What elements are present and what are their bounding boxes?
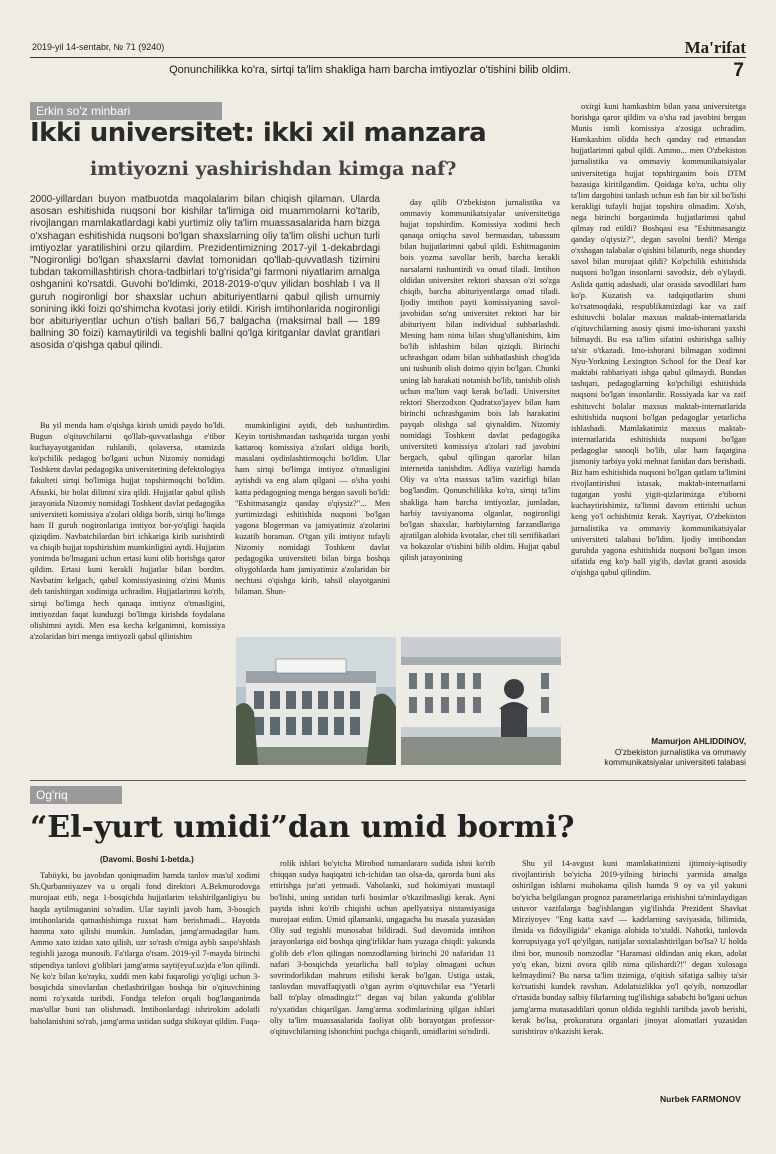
article1-headline: Ikki universitet: ikki xil manzara	[30, 118, 487, 148]
issue-date: 2019-yil 14-sentabr, № 71 (9240)	[32, 42, 165, 52]
section-divider	[30, 780, 746, 781]
page-quote: Qonunchilikka ko'ra, sirtqi ta'lim shakliga ham barcha imtiyozlar o'tishini bilib oldim.	[169, 64, 571, 76]
article1-rubric: Erkin so'z minbari	[30, 102, 222, 120]
page-number: 7	[733, 60, 744, 81]
article2-column-2: rolik ishlari bo'yicha Mirobod tumanlararo sudida ishni ko'rib chiqqan sudya haqiqatni ich-ichidan tan olsa-da, qarorda buni aks ettirishga jur'ati yetmadi. Vaholanki, sud hokimiyati mustaqil bo'lishi, uning ustidan turli bosimlar o'tkazilmasligi kerak. Ayni paytda ishni ko'rib chiqishi uchun apellyatsiya nistansiyasiga murojaat etdim. Umid qilamanki, ungagacha bu masala yuzasidan Oliy sud tegishli munosabat bildiradi. Sud davomida imtihon jarayonlariga oid boshqa qing'irliklar ham yuzaga chiqdi: yakunda g'olib deb e'lon qilingan nomzodlarning birinchi 20 nafaridan 11 nafari 3-bosqichda yetarlicha ball to'play olmagani uchun sovrindorlikdan mahrum etilishi kerak bo'lgan. Ustiga ustak, tanlovdan muvaffaqiyatli o'tgan ayrim o'qituvchilar esa "Yetarli ball to'play olmadingiz!" degan vaj bilan yakunda g'oliblar ro'yxatidan chiqarilgan. Jamg'arma xodimlarining qilgan ishlari oliy ta'lim muassasalarida faoliyat olib borayotgan professor-o'qituvchilarning ishonchini puchga chiqardi, umidlarini so'ndirdi.	[270, 859, 495, 1037]
article2-column-1: Tabiiyki, bu javobdan qoniqmadim hamda tanlov mas'ul xodimi Sh.Qurbanniyazev va u orqali fond direktori A.Bekmurodovga murojaat etib, nega 1-bosqichda hujjatlarim tekshirilganligiyu bu haqda aytilmaganini so'radim. Ular tayinli javob ham, 3-bosqich imtihonlarida qatnashishimga ruxsat ham berishmadi... Hayotda hamma xato qilishi mumkin. Jumladan, jamg'armadagilar ham. Ammo xato izidan xato qilish, uzr so'rash o'rniga ayblı saspo'shlash tegishli jazoga munosib. Fa'tlarga o'tsam. 2019-yil 7-mayda birinchi stipendiya tanlovi g'oliblari jamg'arma sayti(eyuf.uz)da e'lon qilindi. Ne ko'z bilan ko'raykı, xuddi men kabi fuqaroligi yo'qligi uchun 3-bosqichda sinovlardan chetlashtirilgan boshqa bir o'qituvchining nomi ro'yxatda turibdi. Fondga telefon orqali bog'langanimda mas'ullar buni tan olishmadi. Imtihonlardagi ishrirokim adolatli baholanishini so'rab, jamg'arma ustidan sudga shikoyat qildim. Fuqa-	[30, 871, 260, 1026]
article1-column-4: oxirgi kuni hamkasbim bilan yana universitetga borishga qaror qildim va o'sha rad javobini bergan Munis ismli komissiya a'zosiga uchradim. Hamkasbim olidda hech qanday rad etmasdan hujjatlarimni qabul qildi. Ammo... men O'zbekiston jurnalistika va ommaviy kommunikatsiyalar universitetiga hujjat topshirganim bois DTM bazasiga kiritilgandim. Qoidaga ko'ra, uchta oliy ta'lim dargohini tanlash uchun esh fan bir xil bo'lishi kerakligi tufayli hujjat topshira olmadim. Xo'sh, nega birinchi borganimda hujjatlarimni qabul qilmay rad etildi? Boshqasi esa "Eshitmasangiz qanday o'qiysiz?", degan savolni berdi? Menga o'xshagan talabalar o'qishini bilaturib, nega shunday savol bilan murojaat qildi? Ko'pchilik eshitishida nuqsoni bo'lgan insonlarni savodsiz, deb o'ylaydi. Aslida qattiq adashadi, ular orasida savodlilari ham ko'p. Kuzatish va tadqiqotlarim shuni ko'rsatmoqdaki, respublikamizdagi kar va zaif eshituvchi bolalar maxsus maktab-internatlarida o'qituvchilarning asosiy qismi imo-ishorani yaxshi bilmaydi. Bu esa ta'lim sifatini oshirishga salbiy ta'sir o'tkazadi. Imo-ishorani bilmagan xodimni Nyu-Yorkning Lexington School for the Deaf kar maktabi rahbariyati ishga qabul qilmaydi. Bundan tashqari, pedagoglarning ko'pchiligi eshitishida nuqsoni bo'lgan insonlardir. Rossiyada kar va zaif eshituvchi bolalar maxsus maktab-internatlarida eshitishida nuqsoni bo'lgan pedagoglar yetarlicha ishlashadi. Mamlakatimiz maxsus maktab-internatlarida eshitishida nuqsoni bo'lgan pedagoglar sanoqli bo'lib, ular ham faqatgina jismoniy tarbiya yoki mehnat fanidan dars berishadi. Biz ham eshitishida nuqsoni bo'lgan qatlam ta'limini rivojlantirishni istasak, maktab-internatlarni tugatgan yoshi yigit-qizlarimizga e'tiborni kuchaytirishimiz, ta'limni davom ettirishi uchun keng yo'l ochishimiz kerak. Xayriyat, O'zbekiston jurnalistika va ommaviy kommunikatsiyalar universiteti talabasi bo'ldim. Ijodiy imtihondan guruhda yagona eshitishida nuqsoni bo'lgan inson sifatida eng ko'p ball yig'ib, davlat granti asosida o'qishga qabul qilindim.	[571, 102, 746, 577]
header-divider	[30, 57, 746, 58]
article1-author-title: O'zbekiston jurnalistika va ommaviy kommunikatsiyalar universiteti talabasi	[604, 746, 746, 767]
university-building-photo	[236, 637, 396, 765]
article1-signature	[571, 736, 746, 768]
article2-author-name: Nurbek FARMONOV	[660, 1094, 741, 1104]
article1-column-2: mumkinligini aytdi, deb tushuntirdim. Keyin tortishmasdan tashqarida turgan yoshi kattaroq komissiya a'zolari oldiga borib, masalani oydinlashtirmoqchi bo'ldim. Ular ham sirtqi bo'limga imtiyoz o'tmasligini aytishdi va eng alam qilgani — o'sha yoshi katta pedagogning menga bergan savoli bo'ldi: "Eshitmasangiz qanday o'qiysiz?"... Men yurtimizdagi eshitishida nuqsoni bo'lgan yagona blogerman va jamiyatimiz a'zolarini kuzatib boraman. O'tgan yili imtiyoz tufayli Nizomiy nomidagi Toshkent davlat pedagogika universiteti bilan birga boshqa oliygohlarda ham jamiyatimiz a'zolaridan bir nechtasi o'qishga kirib, tahsil olayotganini bilaman. Shun-	[235, 421, 390, 597]
article2-headline: “El-yurt umidi”dan umid bormi?	[30, 810, 575, 845]
article1-subheadline: imtiyozni yashirishdan kimga naf?	[90, 158, 457, 180]
monument-building-photo	[401, 637, 561, 765]
article1-lead: 2000-yillardan buyon matbuotda maqolalarim bilan chiqish qilaman. Ularda asosan eshitishida nuqsoni bor kishilar ta'limiga oid muammolarni ko'tarib, rivojlangan mamlakatlardagi kabi yurtimiz oliy ta'lim muassasalarida ham bizga o'xshagan eshitishida nuqsoni bo'lgan shaxslarning oliy ta'lim olishi uchun turli imtiyozlar yaratilishini orzu qilardim. Prezidentimizning 2017-yil 1-dekabrdagi "Nogironligi bo'lgan shaxslarni davlat tomonidan qo'llab-quvvatlash tizimini tubdan takomillashtirish chora-tadbirlari to'g'risida"gi farmoni niyatlarim amalga oshganini ko'rsatdi. Guvohi bo'ldimki, 2018-2019-o'quv yilidan boshlab I va II guruh nogironligi bor shaxslar uchun abituriyentlarni qabul qilish umumiy sonining ikki foizi qo'shimcha kvotasi joriy etildi. Kirish imtihonlarida nogironligi bor abituriyentlar uchun o'tish ballari 56,7 balgacha (maksimal ball — 189 ballning 30 foizi) kamaytirildi va tegishli ballni qo'lga kiritganlar davlat grantlari asosida o'qishga qabul qilindi.	[30, 194, 380, 352]
article1-column-1: Bu yil menda ham o'qishga kirish umidi paydo bo'ldi. Bugun o'qituvchilarni qo'llab-quvvatlashga e'tibor kuchayayotganidan ruhlanib, qolaversa, otamizda ko'pchilik pedagog bo'lgani uchun Nizomiy nomidagi Toshkent davlat pedagogika universitetining defektologiya fakulteti sirtqi bo'limiga hujjat topshirmoqchi bo'ldim. Afsuski, bir holat dilimni xira qildi. Hujjatlar qabul qilish jarayonida Nizomiy nomidagi Toshkent davlat pedagogika universiteti komissiya a'zolari oldiga borib, sirtqi bo'limga ham II guruh nogironlariga imtiyoz bor-yo'qligi haqida qiziqdim. Navbatchilardan biri ichkariga kirib surishtirdi va chiqib hujjat topshirishim mumkinligini aytdi. Hujjatim yonimda bo'lmagani uchun ertasi kuni olib borishga qaror qildim. Ertasi kuni kerakli hujjatlar bilan bordim. Navbatim kelgach, qabul komissiyasining o'zini Munis deb tanishtirgan xodimiga uchradim. Hujjatlarimni ko'rib, sirtqi bo'limga hech qanaqa imtiyoz o'tmasligini, imtiyozdan faqat kunduzgi bo'limga kirishda foydalana olishimni aytdi. Men esa kecha kelganimni, komissiya a'zolaridan biri menga imtiyozli qabul qilinishim	[30, 421, 225, 641]
newspaper-brand: Ma'rifat	[684, 38, 746, 57]
article2-column-3: Shu yil 14-avgust kuni mamlakatimizni ijtimoiy-iqtisodiy rivojlantirish bo'yicha 2019-yilning birinchi yarmida amalga oshirilgan ishlarni muhokama qilish hamda 9 oy va yil yakuni bo'yicha belgilangan prognoz parametrlariga erishishni ta'minlaydigan ustuvor vazifalarga bag'ishlangan yig'ilishda Prezident Shavkat Mirziyoyev "Eng katta xavf — kadrlarning saviyasida, bilimida, ilmida va fidoyiligida" ekaniga alohida to'xtaldi. Nahotki, tanlovda korrupsiyaga yo'l qo'yilgan, natijalar soxtalashtirilgan bo'lsa? U holda ilmi bor, munosib nomzodlar "Haramasi oldindan aniq ekan, adolat yo'q ekan, bizni ovora qilib nima qilishardi?!" degan xulosaga kelmaydimi? Bu narsa ta'lim tizimiga, o'qitish sifatiga salbiy ta'sir ko'rsatishi kundek ravshan. Adolatsizlikka yo'l qo'yib, nomzodlar o'rtasida bunday salbiy fikrlarning tug'ilishiga sababchi bo'lgani uchun jamg'arma mutasaddilari qonun oldida tegishli tartibda javob berishi, kerak bo'lsa, prokuratura organlari jinoyat alomatlari yuzasidan surishtiruv o'tkazishi kerak.	[512, 859, 747, 1037]
article1-column-3: day qilib O'zbekiston jurnalistika va ommaviy kommunikatsiyalar universitetiga hujjat topshirdim. Komissiya xodimi hech qanaqa ortiqcha savol bermasdan, tabassum bilan hujjatlarimni qabul qildi. Eshitmaganim bois yozma savollar berib, barcha kerakli narsalarni tushuntirdi va omad tiladi. Imtihon oldidan universitet rektori shaxsan o'zi so'zga chiqib, barcha abituriyentlarga omad tiladi. Ijodiy imtihon payti komissiyaning savol-javobidan so'ng universitet rektori har bir abituriyent bilan individual suhbatlashdi. Mening ham nima bilan shug'ullanishim, kim bo'lib ishlashim bilan qiziqdi. Birinchi uchrashgan odam bilan suhbatlashish chog'ida uni tushunib olish doimo qiyin bo'lgan. Chunki uning lab harakati notanish bo'lib, tanishib olish uchun ma'lum vaqt kerak bo'ladi. Universitet rektori Sherzodxon Qudratxo'jayev bilan ham birinchi uchrashganim bois lab harakatini payqab olishga sal qiynaldim. Nizomiy nomidagi Toshkent davlat pedagogika universiteti komissiya a'zolari rad javobini bergach, qabul qilingan qarorlar bilan internetda tanishdim. Adliya vazirligi hamda Oliy va o'rta maxsus ta'lim vazirligi bilan bog'landim. Qonunchilikka ko'ra, sirtqi ta'lim shakliga ham barcha imtiyozlar, jumladan, harbiy tavsiyanoma olganlar, nogironligi bo'lgan shaxslar, harbiylarning farzandlariga ajratilgan alohida kvotalar, chet tili sertifikatlari va hokazolar o'tishini bilib oldim. Hujjat qabul qilish jarayonining	[400, 198, 560, 562]
article2-continuation: (Davomi. Boshi 1-betda.)	[100, 855, 194, 864]
article1-author-name: Mamurjon AHLIDDINOV,	[651, 736, 746, 746]
article2-rubric: Og'riq	[30, 786, 122, 804]
